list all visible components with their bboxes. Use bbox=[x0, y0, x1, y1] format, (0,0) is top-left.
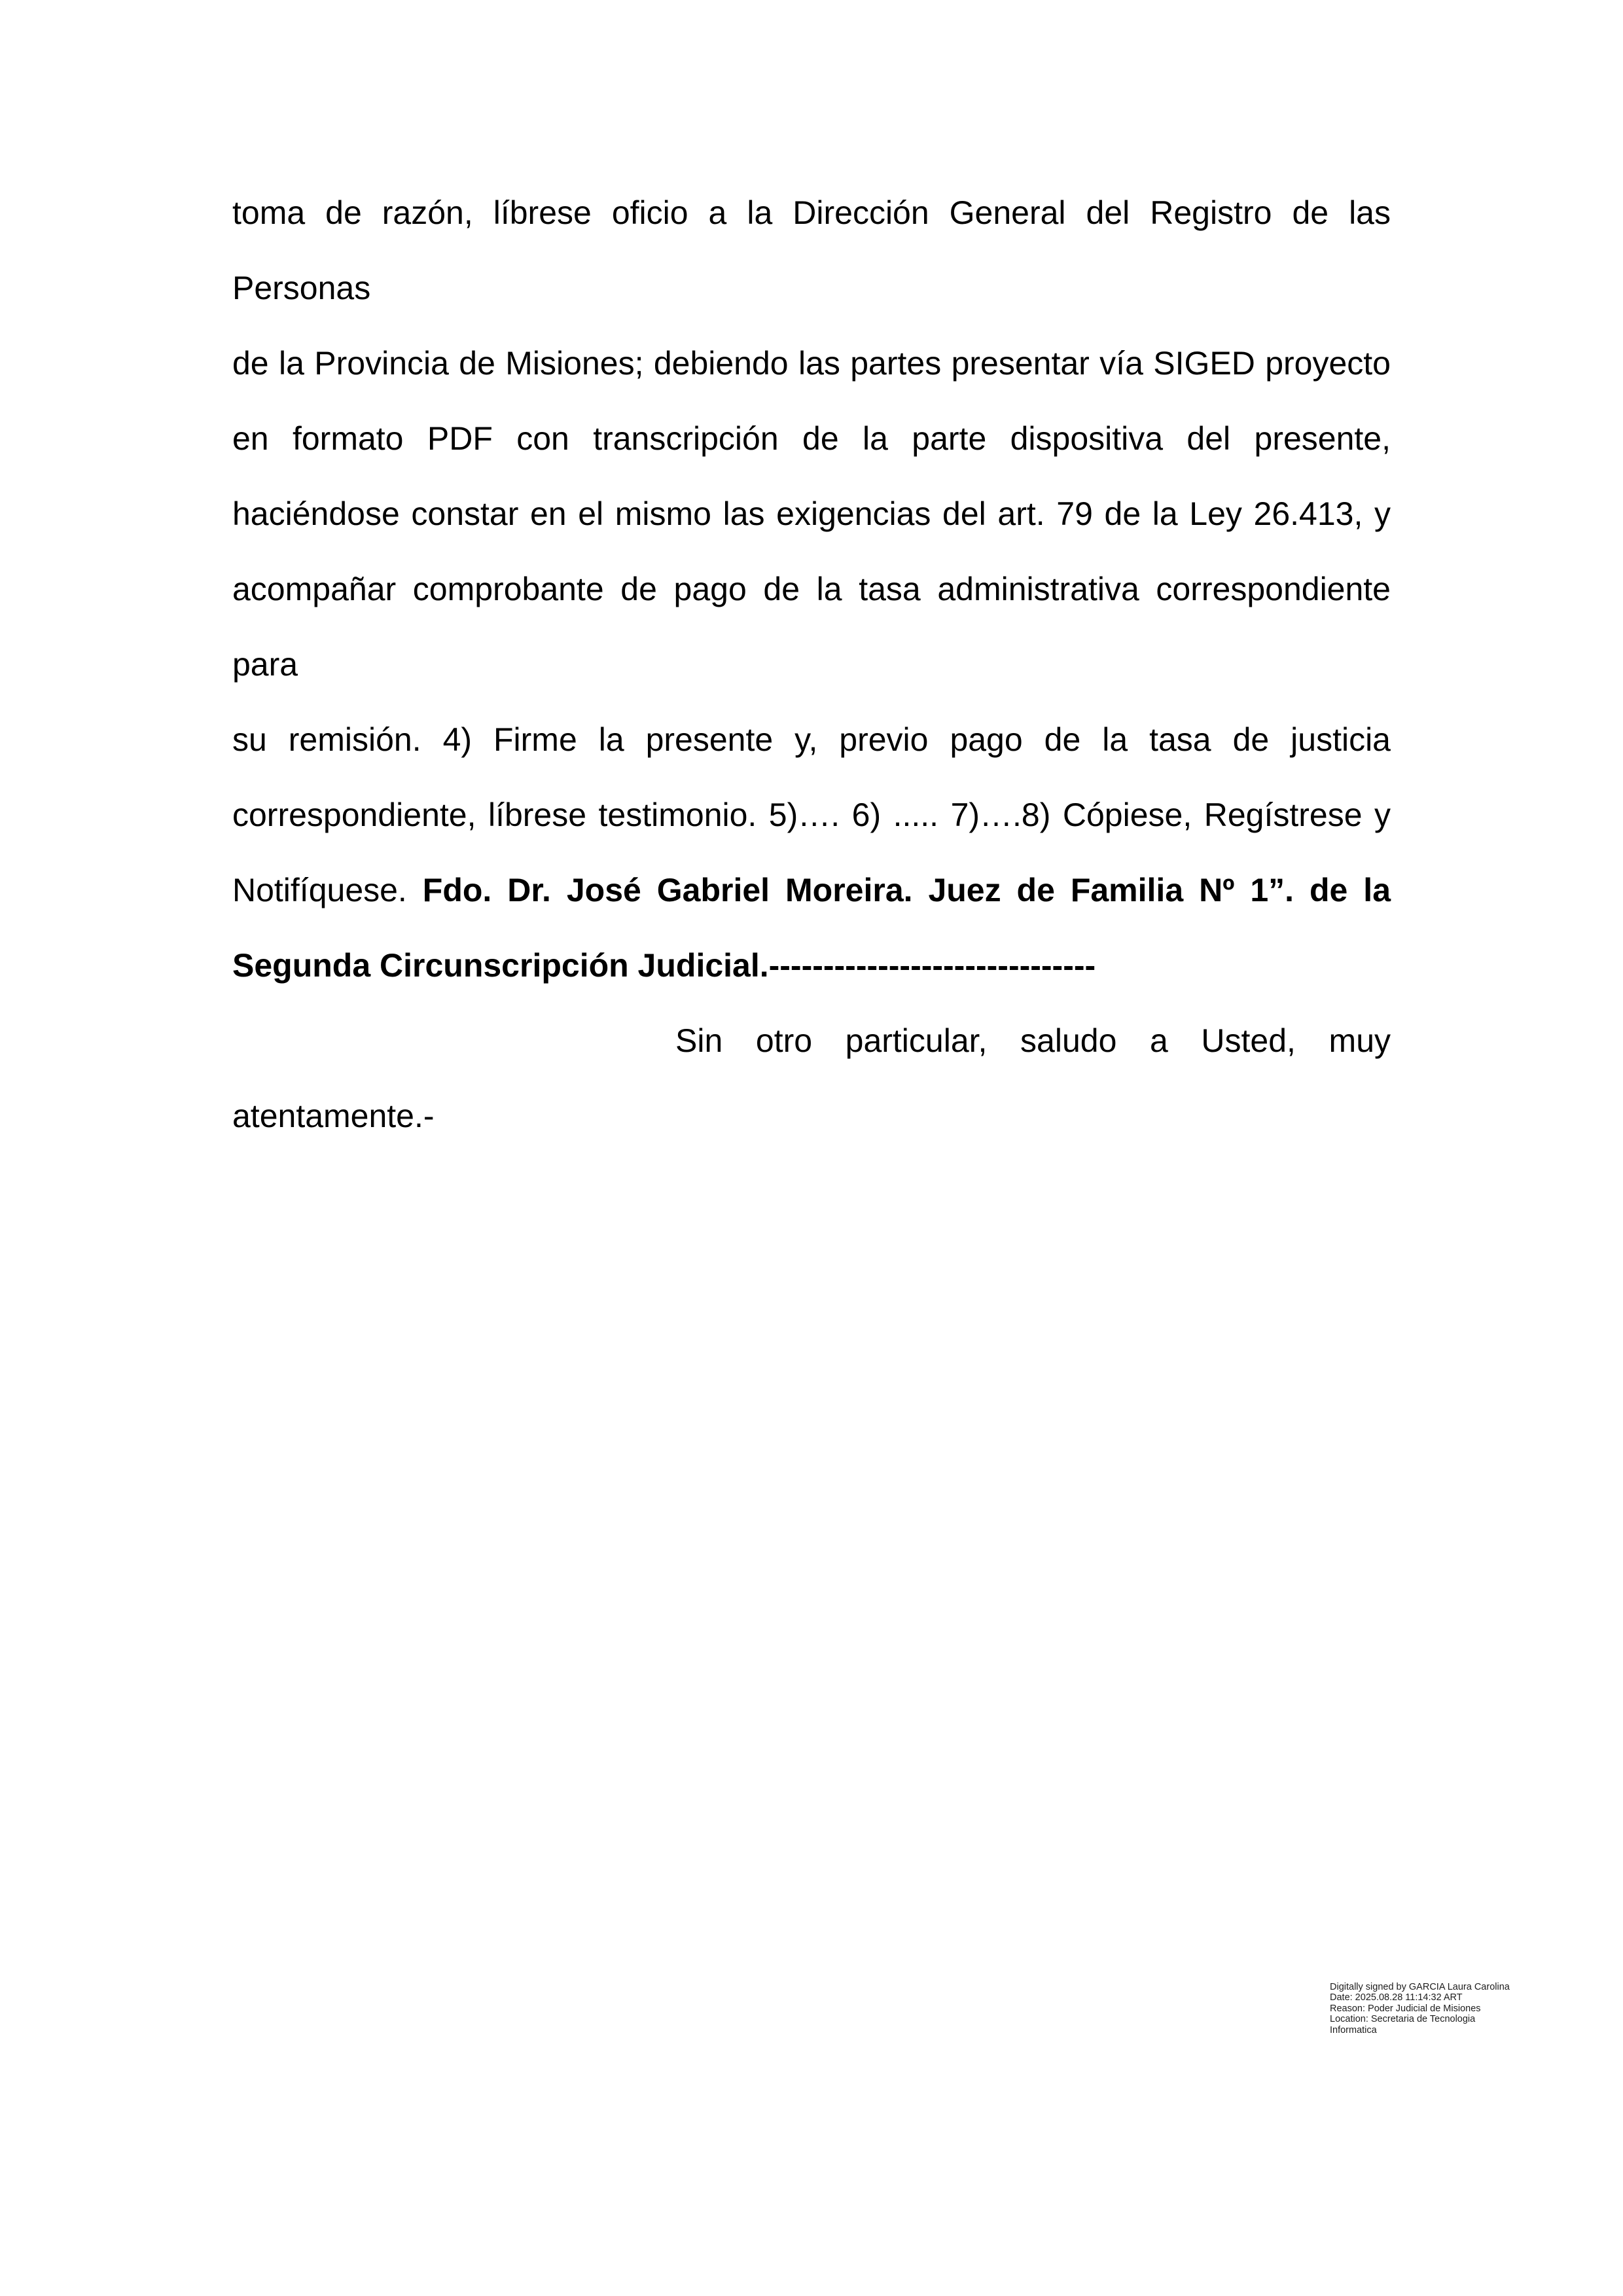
signature-reason-line: Reason: Poder Judicial de Misiones bbox=[1330, 2003, 1481, 2014]
judge-signature-bold-text: Fdo. Dr. José Gabriel Moreira. Juez de Familia Nº 1”. de la bbox=[422, 872, 1391, 908]
signature-signed-by-line: Digitally signed by GARCIA Laura Carolina bbox=[1330, 1982, 1510, 1992]
body-line-7: correspondiente, líbrese testimonio. 5)…. 6) ..... 7)….8) Cópiese, Regístrese y bbox=[232, 797, 1391, 833]
body-line-3: en formato PDF con transcripción de la parte dispositiva del presente, bbox=[232, 420, 1391, 457]
closing-salutation-line: Sin otro particular, saludo a Usted, muy bbox=[675, 1022, 1391, 1059]
notifiquese-text: Notifíquese. bbox=[232, 872, 407, 908]
letter-body bbox=[232, 175, 1391, 1154]
signature-location-line: Location: Secretaria de Tecnologia bbox=[1330, 2014, 1476, 2025]
body-line-5: acompañar comprobante de pago de la tasa administrativa correspondiente para bbox=[232, 571, 1391, 683]
body-line-9-judicial-district: Segunda Circunscripción Judicial.------------------------------ bbox=[232, 947, 1096, 984]
body-line-8 bbox=[232, 853, 1391, 928]
body-line-1: toma de razón, líbrese oficio a la Dirección General del Registro de las Personas bbox=[232, 194, 1391, 306]
closing-atentamente-line: atentamente.- bbox=[232, 1098, 435, 1134]
body-line-2: de la Provincia de Misiones; debiendo las partes presentar vía SIGED proyecto bbox=[232, 345, 1391, 382]
signature-location-wrap-line: Informatica bbox=[1330, 2024, 1377, 2036]
digital-signature-block bbox=[1330, 1982, 1552, 2036]
body-line-6: su remisión. 4) Firme la presente y, previo pago de la tasa de justicia bbox=[232, 721, 1391, 758]
body-line-4: haciéndose constar en el mismo las exigencias del art. 79 de la Ley 26.413, y bbox=[232, 495, 1391, 532]
signature-date-line: Date: 2025.08.28 11:14:32 ART bbox=[1330, 1992, 1463, 2003]
